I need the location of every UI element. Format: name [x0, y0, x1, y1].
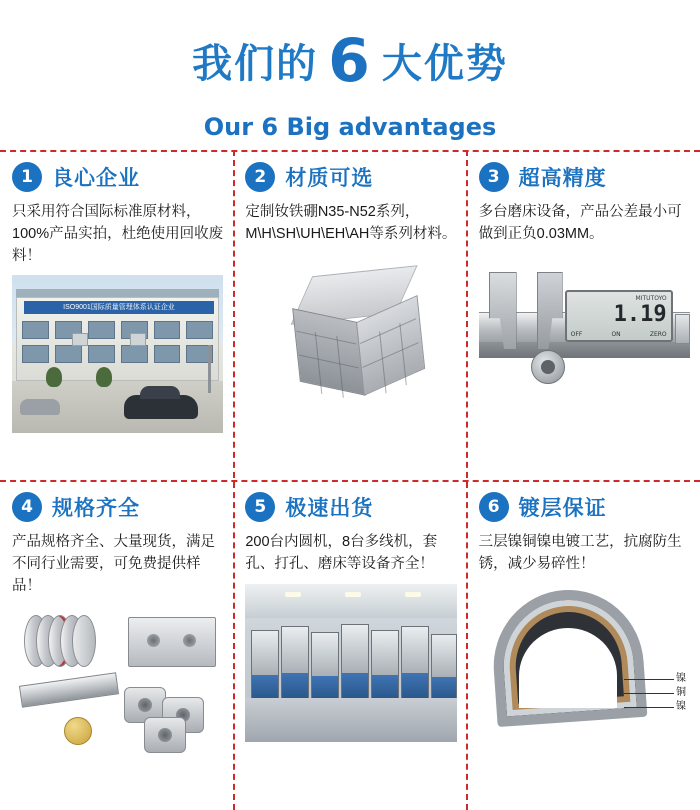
window	[154, 321, 181, 339]
title-number: 6	[328, 26, 372, 96]
advantage-5-description: 200台内圆机，8台多线机，套孔、打孔、磨床等设备齐全！	[245, 534, 438, 572]
coin-for-scale	[64, 717, 92, 745]
air-conditioner-unit	[72, 333, 88, 346]
caliper-button-off[interactable]: OFF	[570, 330, 583, 338]
advantage-5-number-badge: 5	[245, 492, 275, 522]
light-pole-shape	[208, 345, 211, 393]
advantage-card-6	[467, 480, 700, 810]
magnet-cube-shape	[285, 265, 427, 398]
digital-caliper-photo	[479, 254, 690, 412]
building-banner-text: ISO9001国际质量管理体系认证企业	[24, 301, 214, 314]
machine-unit	[401, 626, 429, 706]
caliper-brand-label: MITUTOYO	[635, 294, 667, 302]
layer-label-copper: 铜	[675, 686, 686, 698]
advantage-5-header	[245, 492, 456, 522]
advantage-card-3	[467, 150, 700, 480]
ceiling-lamp	[285, 592, 301, 597]
disc-magnet	[72, 615, 96, 667]
machine-unit	[281, 626, 309, 706]
page-subtitle: Our 6 Big advantages	[203, 113, 497, 141]
window	[88, 321, 115, 339]
advantage-2-description: 定制钕铁硼N35-N52系列，M\H\SH\UH\EH\AH等系列材料。	[245, 204, 457, 242]
caliper-display	[565, 290, 673, 342]
advantage-card-2	[233, 150, 466, 480]
window	[121, 345, 148, 363]
machine-unit	[371, 630, 399, 706]
coating-layer-legend	[676, 672, 686, 714]
tree-shape	[46, 367, 62, 387]
window-row-upper	[22, 321, 213, 339]
caliper-tail	[675, 314, 690, 344]
advantage-2-header	[245, 162, 456, 192]
advantage-2-number-badge: 2	[245, 162, 275, 192]
caliper-buttons	[571, 331, 667, 338]
machine-unit	[431, 634, 456, 706]
advantage-card-4	[0, 480, 233, 810]
machine-unit	[311, 632, 339, 706]
advantage-card-1	[0, 150, 233, 480]
machine-unit	[341, 624, 369, 706]
magnet-cube-photo	[245, 254, 456, 412]
advantage-6-number-badge: 6	[479, 492, 509, 522]
caliper-reading: 1.19	[613, 301, 667, 327]
advantage-3-description: 多台磨床设备，产品公差最小可做到正负0.03MM。	[478, 204, 682, 242]
block-magnet-countersunk	[128, 617, 216, 667]
coating-layers-diagram	[479, 584, 690, 742]
disc-magnet-stack	[24, 615, 90, 667]
advantage-3-title: 超高精度	[518, 167, 607, 190]
parked-car-silver	[20, 399, 60, 415]
title-suffix: 大优势	[381, 42, 508, 86]
tree-shape	[96, 367, 112, 387]
advantage-6-title: 镀层保证	[518, 497, 607, 520]
ceiling-shape	[245, 584, 456, 618]
window	[22, 321, 49, 339]
page-header	[0, 0, 700, 150]
layer-label-nickel-outer: 镍	[675, 672, 686, 684]
ring-magnet	[144, 717, 186, 753]
caliper-button-zero[interactable]: ZERO	[649, 330, 667, 338]
floor-shape	[245, 698, 456, 742]
countersunk-hole	[183, 634, 196, 647]
window	[22, 345, 49, 363]
ceiling-lamp	[405, 592, 421, 597]
advantage-4-title: 规格齐全	[52, 497, 140, 520]
window-row-lower	[22, 345, 213, 363]
window	[55, 345, 82, 363]
page-title	[192, 26, 508, 96]
layer-label-row	[676, 672, 686, 686]
window	[186, 321, 213, 339]
cube-grid-lines	[285, 265, 427, 398]
advantage-1-description: 只采用符合国际标准原材料，100%产品实拍，杜绝使用回收废料！	[12, 204, 224, 264]
title-prefix: 我们的	[192, 42, 319, 86]
caliper-button-on[interactable]: ON	[611, 330, 621, 338]
window	[88, 345, 115, 363]
advantage-2-title: 材质可选	[285, 167, 374, 190]
advantage-card-5	[233, 480, 466, 810]
measured-ring-magnet	[531, 350, 565, 384]
advantage-3-number-badge: 3	[479, 162, 509, 192]
air-conditioner-unit	[130, 333, 146, 346]
layer-label-nickel-inner: 镍	[675, 700, 686, 712]
layer-label-row	[676, 700, 686, 714]
layer-label-row	[676, 686, 686, 700]
ceiling-lamp	[345, 592, 361, 597]
advantage-6-description: 三层镍铜镍电镀工艺，抗腐防生锈，减少易碎性！	[478, 534, 682, 572]
countersunk-hole	[147, 634, 160, 647]
advantage-1-title: 良心企业	[52, 167, 140, 190]
window	[154, 345, 181, 363]
advantage-5-title: 极速出货	[285, 497, 374, 520]
advantage-3-header	[479, 162, 690, 192]
advantage-6-header	[479, 492, 690, 522]
advantage-4-description: 产品规格齐全、大量现货，满足不同行业需要，可免费提供样品！	[12, 534, 215, 594]
advantage-4-header	[12, 492, 223, 522]
workshop-machines-photo	[245, 584, 456, 742]
parked-car-black	[124, 395, 198, 419]
advantages-grid	[0, 150, 700, 810]
assorted-magnets-photo	[12, 605, 223, 763]
machine-unit	[251, 630, 279, 706]
advantage-1-header	[12, 162, 223, 192]
advantage-1-number-badge: 1	[12, 162, 42, 192]
bar-magnet	[19, 673, 119, 708]
advantage-4-number-badge: 4	[12, 492, 42, 522]
factory-building-photo	[12, 275, 223, 433]
